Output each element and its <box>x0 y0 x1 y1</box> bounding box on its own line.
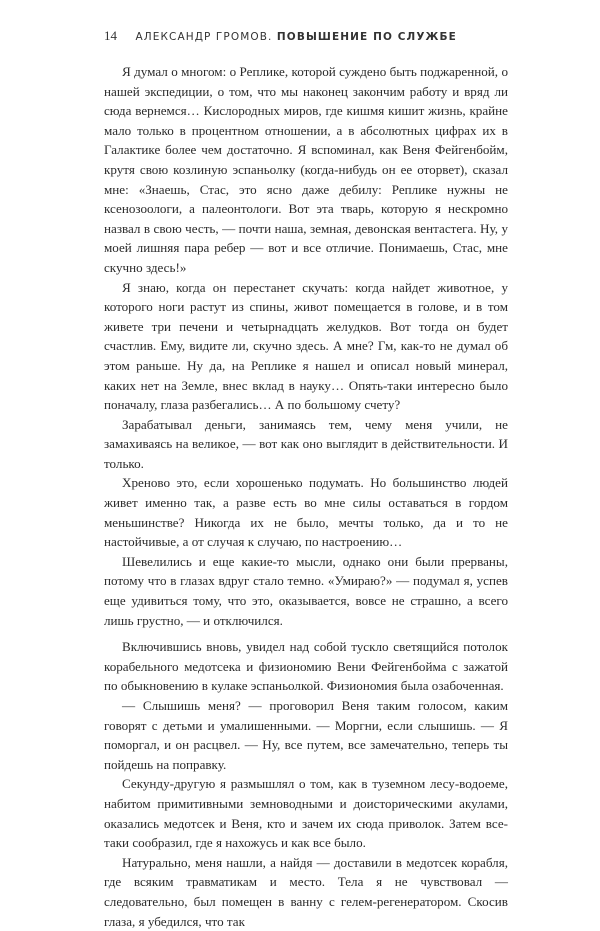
paragraph: Я знаю, когда он перестанет скучать: когда найдет животное, у которого ноги растут из спины, живот помещается в голове, и в том живете три печени и четырнадцать желудков. Вот тогда он будет счастлив. Ему, видите ли, скучно здесь. А мне? Гм, как-то не думал об этом раньше. Ну да, на Реплике я нашел и описал новый минерал, каких нет на Земле, внес вклад в науку… Опять-таки интересно было поначалу, глаза разбегались… А по большому счету? <box>104 279 508 413</box>
paragraph: Включившись вновь, увидел над собой тускло светящийся потолок корабельного медотсека и физиономию Вени Фейгенбойма с зажатой по обыкновению в кулаке эспаньолкой. Физиономия была озабоченная. <box>104 639 508 694</box>
paragraph: Натурально, меня нашли, а найдя — доставили в медотсек корабля, где всяким травматикам и место. Тела я не чувствовал — следовательно, был помещен в ванну с гелем-регенератором. Скосив глаза, я убедился, что так <box>104 854 508 929</box>
paragraph: — Слышишь меня? — проговорил Веня таким голосом, каким говорят с детьми и умалишенными. — Моргни, если слышишь. — Я поморгал, и он расцвел. — Ну, все путем, все замечательно, теперь ты пойдешь на поправку. <box>104 698 508 772</box>
paragraph: Шевелились и еще какие-то мысли, однако они были прерваны, потому что в глазах вдруг стало темно. «Умираю?» — подумал я, успев еще удивиться тому, что это, оказывается, вовсе не страшно, а всего лишь грустно, — и отключился. <box>104 553 508 628</box>
running-header <box>104 28 540 44</box>
paragraph: Я думал о многом: о Реплике, которой суждено быть поджаренной, о нашей экспедиции, о том, что мы наконец закончим работу и вряд ли сюда вернемся… Кислородных миров, где кишмя кишит жизнь, крайне мало только в процентном отношении, а в абсолютных цифрах их в Галактике более чем достаточно. Я вспоминал, как Веня Фейгенбойм, крутя свою козлиную эспаньолку (когда-нибудь он ее оторвет), сказал мне: «Знаешь, Стас, это ясно даже дебилу: Реплике нужны не ксенозоологи, а палеонтологи. Вот эта тварь, которую я нескромно назвал в свою честь, — почти наша, земная, девонская вентастега. Ну, у моей лишняя пара ребер — вот и все отличие. Понимаешь, Стас, мне скучно здесь!» <box>104 64 508 275</box>
header-title: ПОВЫШЕНИЕ ПО СЛУЖБЕ <box>276 31 457 43</box>
header-author: АЛЕКСАНДР ГРОМОВ. <box>135 31 273 43</box>
paragraph: Секунду-другую я размышлял о том, как в туземном лесу-водоеме, набитом примитивными земноводными и доисторическими акулами, оказались медотсек и Веня, кто и зачем их сюда приволок. Затем все-таки сообразил, где я нахожусь и как все было. <box>104 776 508 851</box>
paragraph: Зарабатывал деньги, занимаясь тем, чему меня учили, не замахиваясь на великое, — вот как оно выглядит в действительности. И только. <box>104 416 508 471</box>
paragraph: Хреново это, если хорошенько подумать. Но большинство людей живет именно так, а разве есть во мне силы оставаться в гордом меньшинстве? Никогда их не было, мечты только, да и то не настойчивые, а от случая к случаю, по настроению… <box>104 475 508 550</box>
body-text <box>104 62 508 931</box>
page-number: 14 <box>104 28 117 43</box>
